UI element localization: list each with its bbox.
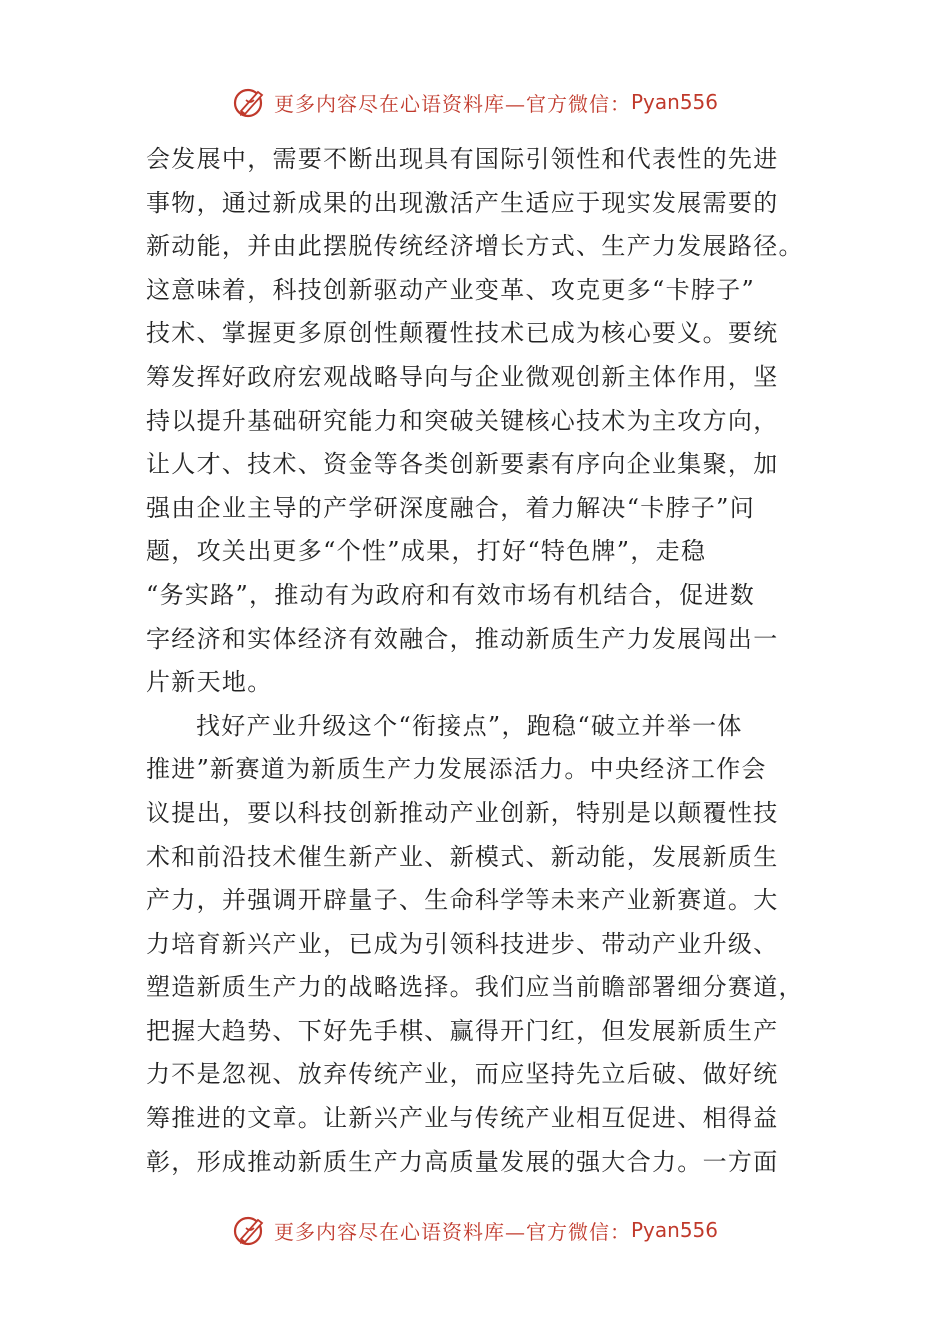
text-line: “务实路”，推动有为政府和有效市场有机结合，促进数 [146,580,756,609]
text-line: 字经济和实体经济有效融合，推动新质生产力发展闯出一 [146,624,779,653]
text-line: 术和前沿技术催生新产业、新模式、新动能，发展新质生 [146,842,779,871]
text-line: 题，攻关出更多“个性”成果，打好“特色牌”，走稳 [146,537,707,566]
text-line: 议提出，要以科技创新推动产业创新，特别是以颠覆性技 [146,798,779,827]
text-line: 力不是忽视、放弃传统产业，而应坚持先立后破、做好统 [146,1060,779,1089]
text-line: 塑造新质生产力的战略选择。我们应当前瞻部署细分赛道， [146,973,804,1002]
text-line: 力培育新兴产业，已成为引领科技进步、带动产业升级、 [146,929,779,958]
pen-circle-logo-icon [232,84,268,120]
text-line: 新动能，并由此摆脱传统经济增长方式、生产力发展路径。 [146,232,804,261]
text-line: 筹推进的文章。让新兴产业与传统产业相互促进、相得益 [146,1104,779,1133]
pen-circle-logo-icon [232,1212,268,1248]
text-line: 事物，通过新成果的出现激活产生适应于现实发展需要的 [146,188,779,217]
footer-banner-brand: Pyan556 [630,1218,718,1242]
text-line: 会发展中，需要不断出现具有国际引领性和代表性的先进 [146,145,779,173]
text-line: 找好产业升级这个“衔接点”，跑稳“破立并举一体 [196,711,743,740]
header-banner-brand: Pyan556 [630,90,718,114]
text-line: 片新天地。 [146,668,273,697]
text-line: 把握大趋势、下好先手棋、赢得开门红，但发展新质生产 [146,1016,779,1045]
header-banner-text: 更多内容尽在心语资料库—官方微信： [273,91,631,116]
text-line: 筹发挥好政府宏观战略导向与企业微观创新主体作用，坚 [146,362,779,391]
text-line: 产力，并强调开辟量子、生命科学等未来产业新赛道。大 [146,886,779,915]
footer-banner-text: 更多内容尽在心语资料库—官方微信： [273,1219,631,1244]
footer-banner [0,1210,950,1250]
text-line: 推进”新赛道为新质生产力发展添活力。中央经济工作会 [146,755,767,784]
text-line: 持以提升基础研究能力和突破关键核心技术为主攻方向， [146,406,779,435]
text-line: 让人才、技术、资金等各类创新要素有序向企业集聚，加 [146,450,779,479]
header-banner [0,82,950,122]
document-body [146,138,806,1184]
text-line: 强由企业主导的产学研深度融合，着力解决“卡脖子”问 [146,493,756,522]
text-line: 这意味着，科技创新驱动产业变革、攻克更多“卡脖子” [146,275,756,304]
text-line: 技术、掌握更多原创性颠覆性技术已成为核心要义。要统 [146,319,779,348]
text-line: 彰，形成推动新质生产力高质量发展的强大合力。一方面 [146,1147,779,1176]
